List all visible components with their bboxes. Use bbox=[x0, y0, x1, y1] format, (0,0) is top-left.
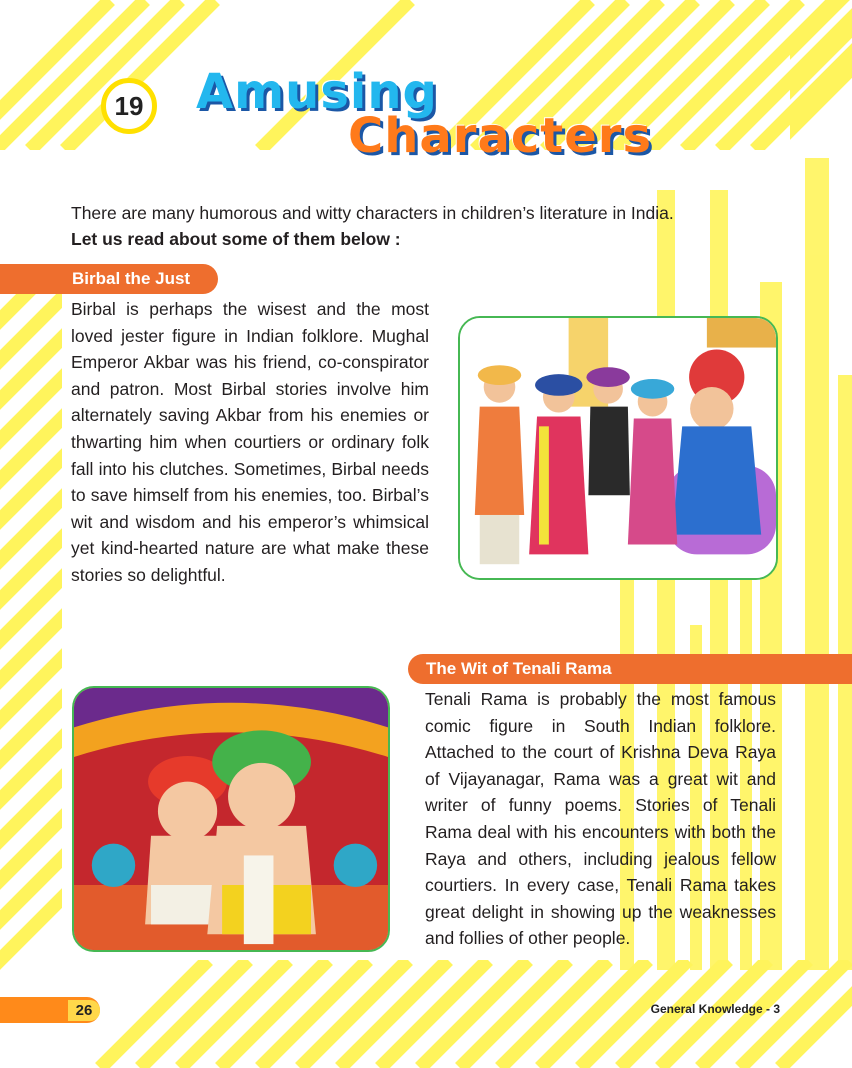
footer-book-title: General Knowledge - 3 bbox=[650, 1002, 780, 1016]
intro-text: There are many humorous and witty characters in children’s literature in India. bbox=[71, 203, 674, 223]
section-heading-tenali: The Wit of Tenali Rama bbox=[408, 654, 852, 684]
tenali-rama-illustration bbox=[72, 686, 390, 952]
chapter-number-badge: 19 bbox=[101, 78, 157, 134]
section-body-birbal: Birbal is perhaps the wisest and the most loved jester figure in Indian folklore. Mughal Emperor Akbar was his friend, co-conspirator and patron. Most Birbal stories involve him alternately saving Akbar from his enemies or thwarting him when courtiers or ordinary folk fall into his clutches. Sometimes, Birbal needs to save himself from his enemies, too. Birbal’s wit and wisdom and his emperor’s whimsical yet kind-hearted nature are what make these stories so delightful. bbox=[71, 299, 429, 585]
intro-paragraph bbox=[71, 200, 777, 252]
intro-bold-text: Let us read about some of them below : bbox=[71, 229, 401, 249]
page-number: 26 bbox=[68, 1000, 100, 1021]
birbal-court-illustration bbox=[458, 316, 778, 580]
section-heading-birbal: Birbal the Just bbox=[0, 264, 218, 294]
page-title-line2: Characters bbox=[348, 108, 653, 164]
page-title-line1: Amusing bbox=[196, 64, 438, 120]
section-body-tenali: Tenali Rama is probably the most famous comic figure in South Indian folklore. Attached to the court of Krishna Deva Raya of Vijayanagar, Rama was a great wit and writer of funny poems. Stories of Tenali Rama deal with his encounters with both the Raya and others, including jealous fellow courtiers. In every case, Tenali Rama takes great delight in showing up the weaknesses and follies of other people. bbox=[425, 689, 776, 949]
